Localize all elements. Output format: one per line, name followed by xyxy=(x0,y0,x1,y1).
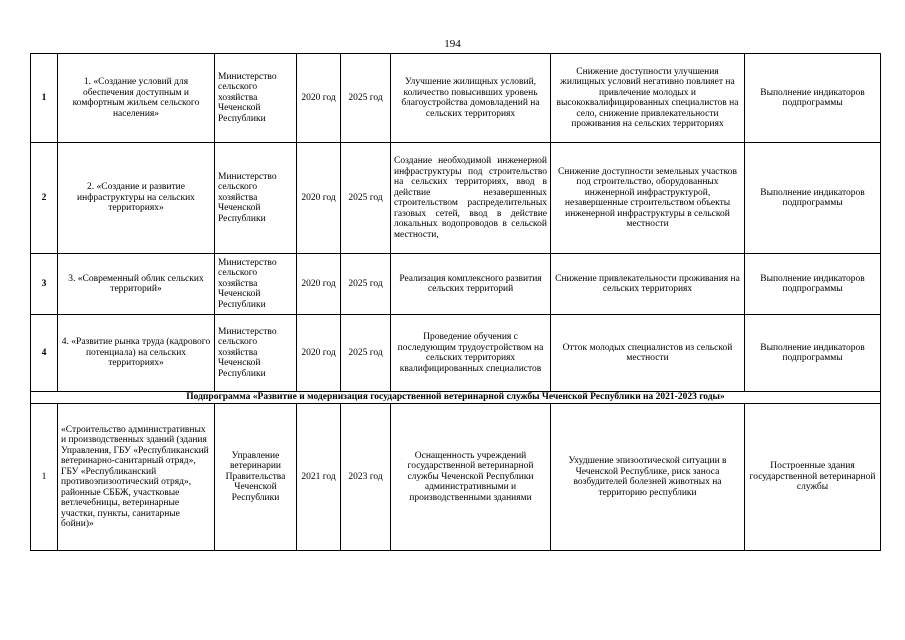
non-implementation-consequences: Снижение привлекательности проживания на сельских территориях xyxy=(551,254,745,315)
table-row xyxy=(31,143,881,254)
indicator-link: Выполнение индикаторов подпрограммы xyxy=(745,254,881,315)
non-implementation-consequences: Отток молодых специалистов из сельской местности xyxy=(551,315,745,392)
subprogram-title: Подпрограмма «Развитие и модернизация государственной ветеринарной службы Чеченской Республики на 2021-2023 годы» xyxy=(31,392,881,404)
row-number: 3 xyxy=(31,254,58,315)
table-row xyxy=(31,54,881,143)
non-implementation-consequences: Снижение доступности земельных участков под строительство, оборудованных инженерной инфраструктурой, незавершенные строительством объекты инженерной инфраструктуры в сельской местности xyxy=(551,143,745,254)
expected-result: Оснащенность учреждений государственной ветеринарной службы Чеченской Республики административными и производственными зданиями xyxy=(391,404,551,551)
non-implementation-consequences: Снижение доступности улучшения жилищных условий негативно повлияет на привлечение молодых и высококвалифицированных специалистов на село, снижение привлекательности проживания на сельских территориях xyxy=(551,54,745,143)
measure-name: 3. «Современный облик сельских территорий» xyxy=(58,254,215,315)
subprogram-row xyxy=(31,392,881,404)
expected-result: Проведение обучения с последующим трудоустройством на сельских территориях квалифицированных специалистов xyxy=(391,315,551,392)
end-year: 2023 год xyxy=(341,404,391,551)
table-row xyxy=(31,254,881,315)
executor: Министерство сельского хозяйства Чеченской Республики xyxy=(215,315,297,392)
measure-name: 2. «Создание и развитие инфраструктуры на сельских территориях» xyxy=(58,143,215,254)
row-number: 1 xyxy=(31,54,58,143)
executor: Министерство сельского хозяйства Чеченской Республики xyxy=(215,54,297,143)
measures-table xyxy=(30,53,881,551)
row-number: 4 xyxy=(31,315,58,392)
start-year: 2020 год xyxy=(297,254,341,315)
expected-result: Улучшение жилищных условий, количество повысивших уровень благоустройства домовладений на сельских территориях xyxy=(391,54,551,143)
table-row xyxy=(31,315,881,392)
indicator-link: Выполнение индикаторов подпрограммы xyxy=(745,143,881,254)
start-year: 2020 год xyxy=(297,315,341,392)
start-year: 2020 год xyxy=(297,143,341,254)
start-year: 2021 год xyxy=(297,404,341,551)
expected-result: Реализация комплексного развития сельских территорий xyxy=(391,254,551,315)
expected-result: Создание необходимой инженерной инфраструктуры под строительство на сельских территориях, ввод в действие незавершенных строительством распределительных газовых сетей, ввод в действие локальных водопроводов в сельской местности, xyxy=(391,143,551,254)
measure-name: «Строительство административных и производственных зданий (здания Управления, ГБУ «Республиканский ветеринарно-санитарный отряд», ГБУ «Республиканский противоэпизоотический отряд», районные СББЖ, участковые ветлечебницы, ветеринарные участки, пункты, санитарные бойни)» xyxy=(58,404,215,551)
row-number: 2 xyxy=(31,143,58,254)
executor: Министерство сельского хозяйства Чеченской Республики xyxy=(215,254,297,315)
row-number: 1 xyxy=(31,404,58,551)
indicator-link: Выполнение индикаторов подпрограммы xyxy=(745,54,881,143)
measure-name: 4. «Развитие рынка труда (кадрового потенциала) на сельских территориях» xyxy=(58,315,215,392)
measure-name: 1. «Создание условий для обеспечения доступным и комфортным жильем сельского населения» xyxy=(58,54,215,143)
executor: Министерство сельского хозяйства Чеченской Республики xyxy=(215,143,297,254)
end-year: 2025 год xyxy=(341,315,391,392)
end-year: 2025 год xyxy=(341,54,391,143)
end-year: 2025 год xyxy=(341,143,391,254)
page-number: 194 xyxy=(444,38,461,50)
indicator-link: Построенные здания государственной ветеринарной службы xyxy=(745,404,881,551)
end-year: 2025 год xyxy=(341,254,391,315)
non-implementation-consequences: Ухудшение эпизоотической ситуации в Чеченской Республике, риск заноса возбудителей болезней животных на территорию республики xyxy=(551,404,745,551)
table-row xyxy=(31,404,881,551)
start-year: 2020 год xyxy=(297,54,341,143)
indicator-link: Выполнение индикаторов подпрограммы xyxy=(745,315,881,392)
executor: Управление ветеринарии Правительства Чеченской Республики xyxy=(215,404,297,551)
